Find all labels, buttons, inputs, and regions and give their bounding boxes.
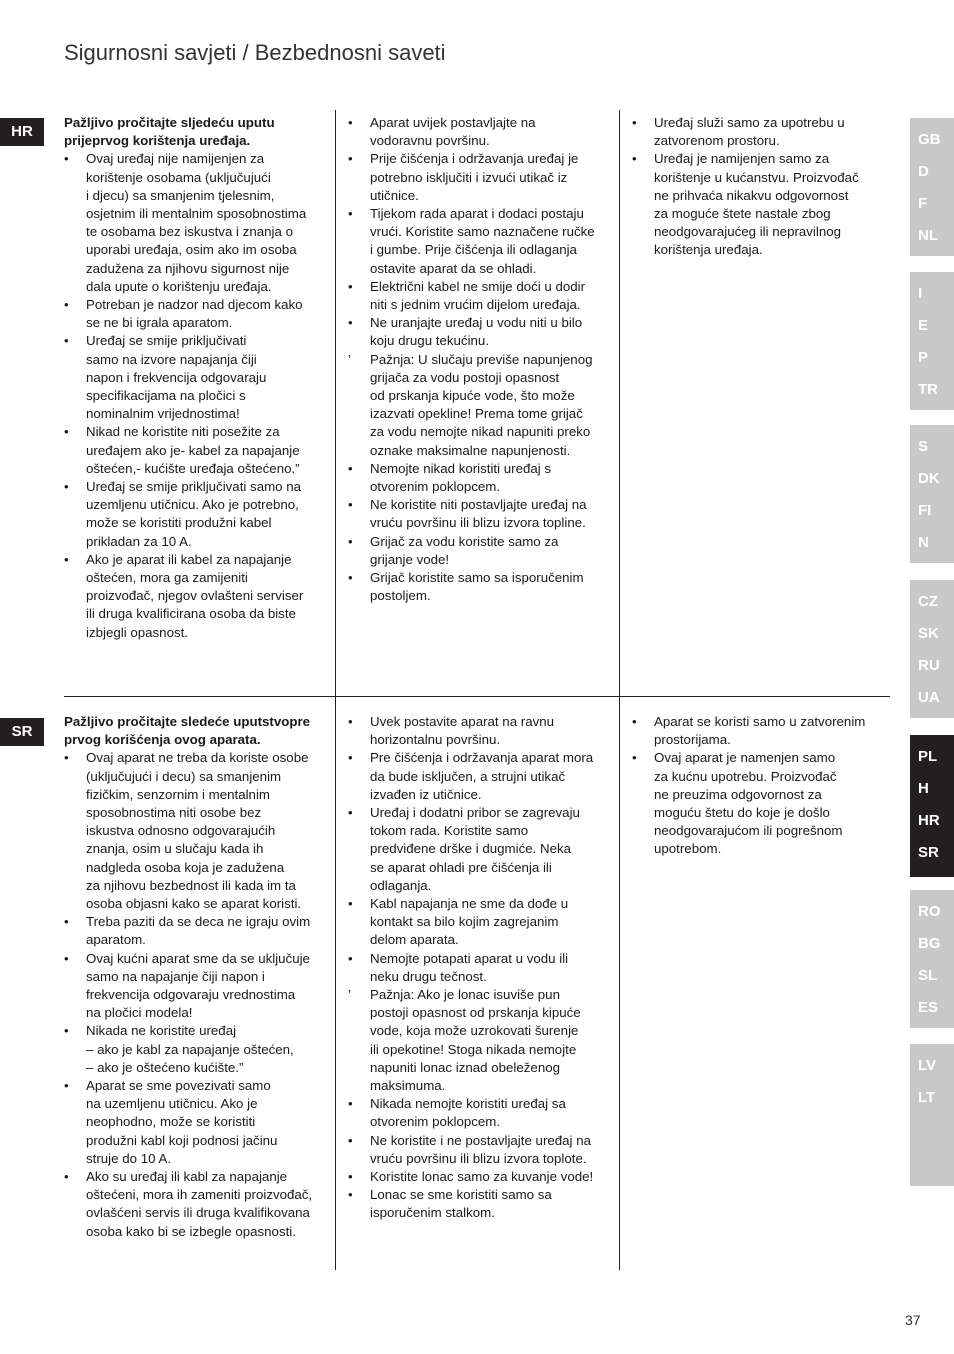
bullet-icon: • (348, 805, 353, 821)
safety-item (632, 713, 894, 749)
language-tab[interactable]: BG (918, 935, 941, 952)
item-text-line: Kabl napajanja ne sme da dođe u (370, 896, 569, 912)
item-text-line: grijanje vode! (370, 551, 450, 567)
item-text-line: Nemojte nikad koristiti uređaj s (370, 460, 552, 476)
item-text-line: Aparat se koristi samo u zatvorenim (654, 714, 866, 729)
item-text-line: Nikad ne koristite niti posežite za (86, 424, 280, 440)
safety-item (64, 296, 326, 332)
column-divider (335, 110, 336, 696)
language-tab[interactable]: I (918, 285, 923, 302)
safety-item (64, 1168, 326, 1241)
bullet-icon: • (348, 750, 353, 766)
bullet-icon: • (348, 714, 353, 729)
item-text-line: predviđene drške i dugmiće. Neka (370, 841, 572, 857)
item-text-line: Ovaj kućni aparat sme da se uključuje (86, 950, 310, 966)
safety-item (64, 332, 326, 423)
bullet-icon: • (632, 151, 637, 167)
item-text-line: upotrebom. (654, 841, 722, 857)
item-text-line: neku drugu tečnost. (370, 968, 487, 984)
item-text-line: Treba paziti da se deca ne igraju ovim (86, 914, 311, 930)
safety-item (348, 496, 610, 532)
safety-item (64, 749, 326, 913)
item-text-line: na pločici modela! (86, 1005, 193, 1021)
item-text-line: napuniti lonac iznad obeleženog (370, 1059, 561, 1075)
item-text-line: Pre čišćenja i održavanja aparat mora (370, 750, 594, 766)
language-tab[interactable]: RU (918, 657, 940, 674)
language-tab[interactable]: FI (918, 502, 932, 519)
safety-list (348, 114, 610, 605)
safety-item (64, 950, 326, 1023)
item-text-line: Lonac se sme koristiti samo sa (370, 1187, 552, 1203)
bullet-icon: • (64, 1023, 69, 1039)
language-group (910, 272, 954, 410)
item-text-line: Uređaj se smije priključivati (86, 333, 247, 349)
item-text-line: Ovaj uređaj nije namijenjen za (86, 151, 265, 167)
item-text-line: uporabi uređaja, osim ako im osoba (86, 242, 297, 258)
item-text-line: ili opekotine! Stoga nikada nemojte (370, 1041, 577, 1057)
bullet-icon: • (348, 1132, 353, 1148)
language-group (910, 580, 954, 718)
language-tab[interactable]: DK (918, 470, 940, 487)
item-text-line: zatvorenom prostoru. (654, 133, 780, 149)
item-text-line: iskustva odnosno odgovarajućih (86, 823, 276, 839)
item-text-line: Nikada nemojte koristiti uređaj sa (370, 1096, 566, 1112)
bullet-icon: • (348, 1096, 353, 1112)
item-text-line: Ako je aparat ili kabel za napajanje (86, 551, 292, 567)
language-tab[interactable]: ES (918, 999, 939, 1016)
item-text-line: nominalnim vrijednostima! (86, 406, 240, 422)
bullet-icon: • (348, 115, 353, 130)
safety-item (64, 423, 326, 478)
item-text-line: znanja, osim u slučaju kada ih (86, 841, 264, 857)
item-text-line: oštećeni, mora ih zameniti proizvođač, (86, 1187, 313, 1203)
item-text-line: Koristite lonac samo za kuvanje vode! (370, 1169, 594, 1185)
item-text-line: Ovaj aparat ne treba da koriste osobe (86, 750, 309, 766)
item-text-line: vode, koja može uzrokovati šurenje (370, 1023, 579, 1039)
item-text-line: samo na napajanje čiji napon i (86, 968, 265, 984)
safety-item (348, 150, 610, 205)
item-text-line: uređajem ako je- kabel za napajanje (86, 442, 300, 458)
item-text-line: osjetnim ili mentalnim sposobnostima (86, 206, 307, 222)
item-text-line: Uređaj služi samo za upotrebu u (654, 115, 845, 130)
item-text-line: postoljem. (370, 588, 431, 604)
safety-list (64, 749, 326, 1240)
language-tab[interactable]: GB (918, 131, 941, 148)
bullet-icon: • (632, 115, 637, 130)
safety-list (632, 114, 894, 260)
item-text-line: se aparat ohladi pre čišćenja ili (370, 859, 552, 875)
item-text-line: za moguće štete nastale zbog (654, 206, 831, 222)
bullet-icon: • (64, 479, 69, 495)
item-text-line: napon i frekvencija odgovaraju (86, 369, 267, 385)
item-text-line: neodgovarajućeg ili nepravilnog (654, 224, 842, 240)
safety-item (64, 150, 326, 296)
safety-item (64, 551, 326, 642)
item-text-line: Grijač koristite samo sa isporučenim (370, 570, 584, 586)
safety-item (348, 713, 610, 749)
safety-item (348, 749, 610, 804)
language-tab[interactable]: S (918, 438, 929, 455)
language-tab[interactable]: SL (918, 967, 938, 984)
intro-line: prvog korištenja uređaja. (92, 133, 251, 149)
hr-column-2 (348, 114, 610, 605)
bullet-icon: • (348, 1187, 353, 1203)
item-text-line: vodoravnu površinu. (370, 133, 490, 149)
language-badge-sr: SR (0, 718, 44, 746)
page-title: Sigurnosni savjeti / Bezbednosni saveti (64, 40, 446, 65)
item-text-line: Električni kabel ne smije doći u dodir (370, 278, 586, 294)
language-tab[interactable]: LV (918, 1057, 937, 1074)
item-text-line: produžni kabl koji podnosi jačinu (86, 1132, 278, 1148)
item-text-line: osoba kako bi se izbegle opasnosti. (86, 1223, 296, 1239)
item-text-line: – ako je kabl za napajanje oštećen, (86, 1041, 294, 1057)
item-text-line: osoba objasni kako se aparat koristi. (86, 896, 302, 912)
safety-item (348, 351, 610, 460)
item-text-line: postoji opasnost od prskanja kipuće (370, 1005, 581, 1021)
bullet-icon: • (348, 151, 353, 167)
item-text-line: za kućnu upotrebu. Proizvođač (654, 768, 837, 784)
item-text-line: kontakt sa bilo kojim zagrejanim (370, 914, 559, 930)
safety-item (348, 1186, 610, 1222)
safety-item (348, 1168, 610, 1186)
bullet-icon: • (348, 315, 353, 331)
item-text-line: Ne koristite i ne postavljajte uređaj na (370, 1132, 591, 1148)
item-text-line: sposobnostima niti osobe bez (86, 805, 262, 821)
bullet-icon: • (348, 278, 353, 294)
item-text-line: frekvencija odgovaraju vrednostima (86, 987, 296, 1003)
item-text-line: uzemljenu utičnicu. Ako je potrebno, (86, 497, 299, 513)
item-text-line: te osobama bez iskustva i znanja o (86, 224, 293, 240)
intro-line: pre prvog korišćenja ovog aparata. (64, 714, 311, 748)
item-text-line: izazvati opekline! Prema tome grijač (370, 406, 583, 422)
safety-item (348, 460, 610, 496)
bullet-icon: • (348, 206, 353, 222)
item-text-line: i gumbe. Prije čišćenja ili odlaganja (370, 242, 577, 258)
language-tab[interactable]: NL (918, 227, 938, 244)
sr-column-3 (632, 713, 894, 859)
item-text-line: oštećen, mora ga zamijeniti (86, 570, 248, 586)
item-text-line: od prskanja kipuće vode, što može (370, 388, 575, 404)
language-tab[interactable]: N (918, 534, 929, 551)
item-text-line: Uređaj se smije priključivati samo na (86, 479, 302, 495)
bullet-icon: • (64, 750, 69, 766)
item-text-line: neophodno, može se koristiti (86, 1114, 256, 1130)
item-text-line: maksimuma. (370, 1078, 446, 1094)
section-divider (64, 696, 890, 697)
item-text-line: – ako je oštećeno kućište.” (86, 1059, 244, 1075)
safety-item (348, 533, 610, 569)
language-badge-hr: HR (0, 118, 44, 146)
bullet-icon: • (348, 950, 353, 966)
language-tab[interactable]: CZ (918, 593, 938, 610)
safety-item (348, 314, 610, 350)
bullet-icon: • (64, 297, 69, 313)
bullet-icon: ’ (348, 351, 351, 367)
item-text-line: ostavite aparat da se ohladi. (370, 260, 537, 276)
item-text-line: Tijekom rada aparat i dodaci postaju (370, 206, 584, 222)
item-text-line: Nikada ne koristite uređaj (86, 1023, 237, 1039)
language-group (910, 890, 954, 1028)
safety-item (348, 950, 610, 986)
item-text-line: Aparat se sme povezivati samo (86, 1078, 271, 1094)
item-text-line: prikladan za 10 A. (86, 533, 192, 549)
sr-column-2 (348, 713, 610, 1223)
item-text-line: oznake maksimalne napunjenosti. (370, 442, 571, 458)
item-text-line: Pažnja: Ako je lonac isuviše pun (370, 987, 560, 1003)
item-text-line: fizičkim, senzornim i mentalnim (86, 786, 270, 802)
column-divider (335, 697, 336, 1270)
item-text-line: proizvođač, njegov ovlašteni serviser (86, 588, 304, 604)
hr-column-3 (632, 114, 894, 260)
item-text-line: dala upute o korištenju uređaja. (86, 278, 272, 294)
item-text-line: Grijač za vodu koristite samo za (370, 533, 559, 549)
item-text-line: oštećen,- kućište uređaja oštećeno.” (86, 460, 300, 476)
page-number: 37 (905, 1312, 921, 1328)
item-text-line: korištenje osobama (uključujući (86, 169, 271, 185)
language-tab[interactable]: UA (918, 689, 940, 706)
item-text-line: na uzemljenu utičnicu. Ako je (86, 1096, 258, 1112)
item-text-line: ne preuzima odgovornost za (654, 786, 822, 802)
item-text-line: Aparat uvijek postavljajte na (370, 115, 536, 130)
safety-item (348, 114, 610, 150)
item-text-line: Ne koristite niti postavljajte uređaj na (370, 497, 587, 513)
item-text-line: ili druga kvalificirana osoba da biste (86, 606, 296, 622)
item-text-line: Potreban je nadzor nad djecom kako (86, 297, 303, 313)
item-text-line: izbjegli opasnost. (86, 624, 189, 640)
item-text-line: Uvek postavite aparat na ravnu (370, 714, 555, 729)
item-text-line: potrebno isključiti i izvući utikač iz (370, 169, 568, 185)
item-text-line: ovlašćeni servis ili druga kvalifikovana (86, 1205, 310, 1221)
item-text-line: Ako su uređaj ili kabl za napajanje (86, 1169, 288, 1185)
item-text-line: korištenje u kućanstvu. Proizvođač (654, 169, 859, 185)
safety-item (632, 749, 894, 858)
item-text-line: delom aparata. (370, 932, 459, 948)
language-tab[interactable]: PL (918, 748, 938, 765)
item-text-line: izvađen iz utičnice. (370, 786, 482, 802)
safety-item (348, 569, 610, 605)
item-text-line: (uključujući i decu) sa smanjenim (86, 768, 282, 784)
bullet-icon: • (64, 1169, 69, 1185)
bullet-icon: • (64, 333, 69, 349)
safety-item (632, 150, 894, 259)
item-text-line: neodgovarajućom ili pogrešnom (654, 823, 843, 839)
item-text-line: grijača za vodu postoji opasnost (370, 369, 560, 385)
item-text-line: koju drugu tekućinu. (370, 333, 490, 349)
bullet-icon: • (348, 497, 353, 513)
item-text-line: Nemojte potapati aparat u vodu ili (370, 950, 569, 966)
item-text-line: moguću štetu do koje je došlo (654, 805, 830, 821)
language-tab[interactable]: TR (918, 381, 938, 398)
item-text-line: se ne bi igrala aparatom. (86, 315, 233, 331)
safety-item (348, 1132, 610, 1168)
item-text-line: isporučenim stalkom. (370, 1205, 495, 1221)
bullet-icon: • (348, 1169, 353, 1185)
item-text-line: utičnice. (370, 187, 419, 203)
item-text-line: aparatom. (86, 932, 146, 948)
language-group (910, 735, 954, 877)
bullet-icon: • (64, 1078, 69, 1094)
bullet-icon: • (64, 950, 69, 966)
language-group (910, 1044, 954, 1186)
safety-item (348, 804, 610, 895)
item-text-line: otvorenim poklopcem. (370, 1114, 501, 1130)
language-tab[interactable]: HR (918, 812, 940, 829)
language-tab[interactable]: F (918, 195, 928, 212)
item-text-line: prostorijama. (654, 732, 731, 748)
safety-list (632, 713, 894, 859)
item-text-line: ne prihvaća nikakvu odgovornost (654, 187, 849, 203)
language-tab[interactable]: D (918, 163, 929, 180)
column-divider (619, 110, 620, 696)
item-text-line: samo na izvore napajanja čiji (86, 351, 257, 367)
bullet-icon: • (632, 750, 637, 766)
bullet-icon: • (632, 714, 637, 729)
sr-column-1 (64, 713, 326, 1241)
safety-item (64, 1077, 326, 1168)
item-text-line: vrući. Koristite samo naznačene ručke (370, 224, 595, 240)
item-text-line: Uređaj i dodatni pribor se zagrevaju (370, 805, 580, 821)
item-text-line: struje do 10 A. (86, 1150, 172, 1166)
safety-item (348, 205, 610, 278)
bullet-icon: • (348, 533, 353, 549)
item-text-line: Ne uranjajte uređaj u vodu niti u bilo (370, 315, 583, 331)
item-text-line: da bude isključen, a strujni utikač (370, 768, 566, 784)
item-text-line: za vodu nemojte nikad napuniti preko (370, 424, 591, 440)
safety-list (64, 150, 326, 641)
item-text-line: vruću površinu ili blizu izvora topline. (370, 515, 586, 531)
item-text-line: Uređaj je namijenjen samo za (654, 151, 830, 167)
safety-list (348, 713, 610, 1223)
item-text-line: za njihovu bezbednost ili kada im ta (86, 877, 296, 893)
bullet-icon: • (348, 460, 353, 476)
item-text-line: može se koristiti produžni kabel (86, 515, 272, 531)
item-text-line: Prije čišćenja i održavanja uređaj je (370, 151, 579, 167)
bullet-icon: ’ (348, 987, 351, 1003)
language-tab[interactable]: LT (918, 1089, 936, 1106)
item-text-line: Ovaj aparat je namenjen samo (654, 750, 836, 766)
intro-line: Pažljivo pročitajte sledeće uputstvo (64, 714, 290, 729)
bullet-icon: • (348, 896, 353, 912)
safety-item (348, 278, 610, 314)
language-tab[interactable]: SR (918, 844, 939, 861)
item-text-line: odlaganja. (370, 877, 432, 893)
item-text-line: vruću površinu ili blizu izvora toplote. (370, 1150, 587, 1166)
safety-item (348, 895, 610, 950)
language-group (910, 425, 954, 563)
bullet-icon: • (64, 914, 69, 930)
item-text-line: specifikacijama na pločici s (86, 388, 246, 404)
bullet-icon: • (348, 570, 353, 586)
item-text-line: tokom rada. Koristite samo (370, 823, 529, 839)
safety-item (64, 1022, 326, 1077)
safety-item (348, 986, 610, 1095)
safety-item (632, 114, 894, 150)
intro-line: Pažljivo pročitajte sljedeću uputu prije (64, 115, 275, 149)
hr-column-1 (64, 114, 326, 642)
item-text-line: zadužena za njihovu sigurnost nije (86, 260, 290, 276)
language-tab[interactable]: H (918, 780, 929, 797)
bullet-icon: • (64, 151, 69, 167)
section-intro (64, 114, 326, 150)
language-group (910, 118, 954, 256)
item-text-line: i djecu) sa smanjenim tjelesnim, (86, 187, 275, 203)
item-text-line: otvorenim poklopcem. (370, 479, 501, 495)
column-divider (619, 697, 620, 1270)
bullet-icon: • (64, 424, 69, 440)
language-tab[interactable]: SK (918, 625, 939, 642)
bullet-icon: • (64, 551, 69, 567)
language-tab[interactable]: RO (918, 903, 941, 920)
safety-item (64, 478, 326, 551)
language-tab[interactable]: E (918, 317, 929, 334)
item-text-line: Pažnja: U slučaju previše napunjenog (370, 351, 593, 367)
safety-item (64, 913, 326, 949)
language-tab[interactable]: P (918, 349, 929, 366)
item-text-line: nadgleda osoba koja je zadužena (86, 859, 285, 875)
safety-item (348, 1095, 610, 1131)
item-text-line: horizontalnu površinu. (370, 732, 501, 748)
item-text-line: niti s jednim vrućim dijelom uređaja. (370, 297, 581, 313)
item-text-line: korištenja uređaja. (654, 242, 763, 258)
section-intro (64, 713, 326, 749)
